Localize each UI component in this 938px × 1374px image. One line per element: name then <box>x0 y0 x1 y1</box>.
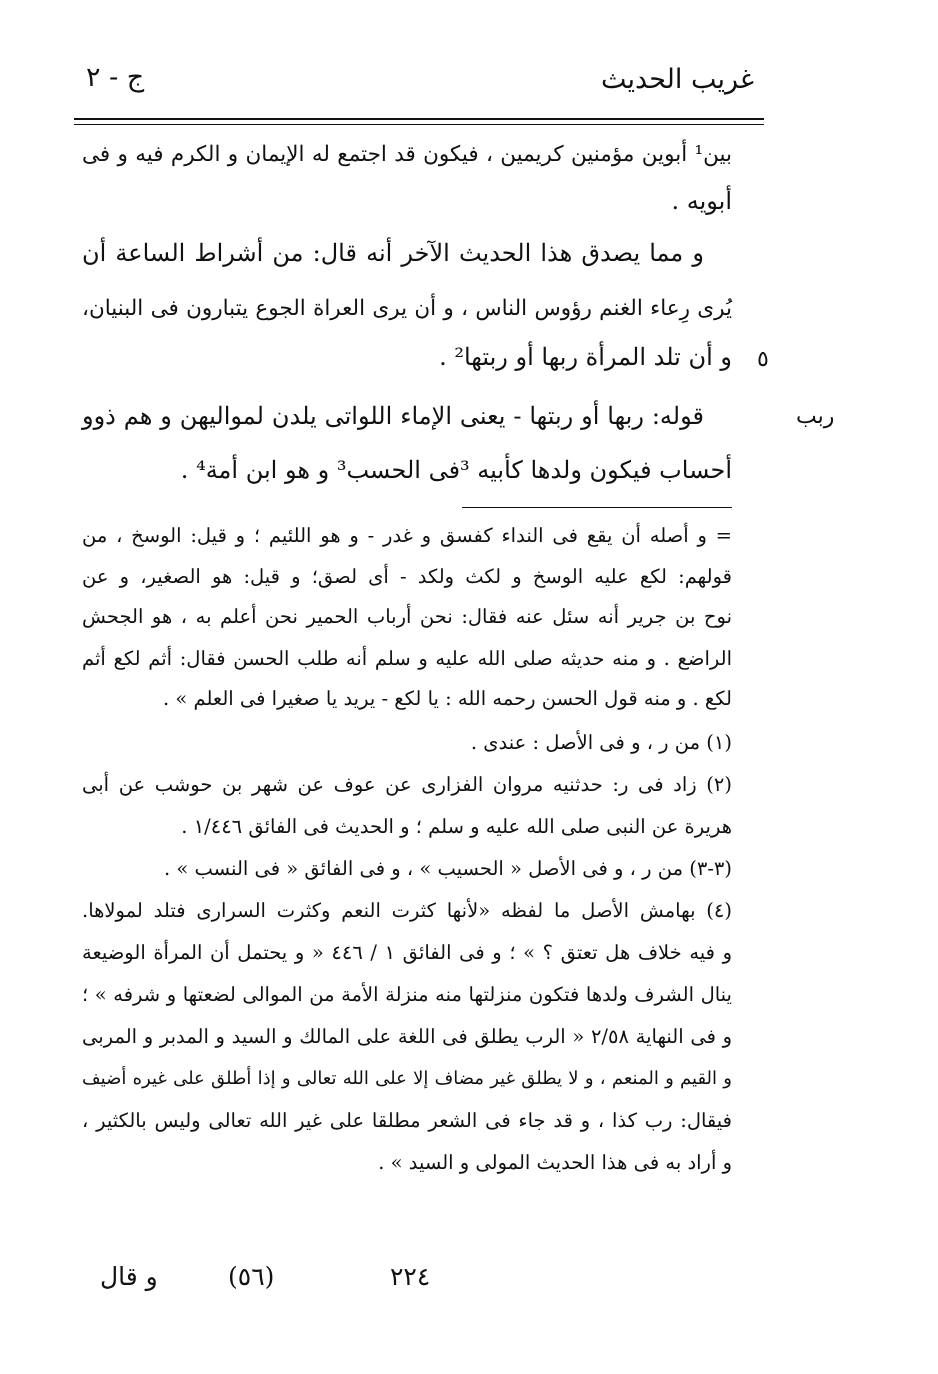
footnote-line: ينال الشرف ولدها فتكون منزلتها منه منزلة الأمة من الموالى لضعتها و شرفه » ؛ <box>82 983 732 1006</box>
main-text-line: و أن تلد المرأة ربها أو ربتها² . <box>439 343 732 371</box>
running-header-volume: ج - ٢ <box>86 62 145 93</box>
main-text-line: أحساب فيكون ولدها كأبيه ³فى الحسب³ و هو ابن أمة⁴ . <box>180 456 732 484</box>
header-rule-thin <box>74 124 764 125</box>
catchword: و قال <box>100 1262 158 1291</box>
footnote-line: (١) من ر ، و فى الأصل : عندى . <box>470 731 732 754</box>
footnote-line: و القيم و المنعم ، و لا يطلق غير مضاف إلا على الله تعالى و إذا أطلق على غيره أضيف <box>82 1068 732 1089</box>
footnote-line: (٣-٣) من ر ، و فى الأصل « الحسيب » ، و فى الفائق « فى النسب » . <box>163 857 732 880</box>
signature-mark: (٥٦) <box>228 1262 275 1291</box>
footnote-line: (٢) زاد فى ر: حدثنيه مروان الفزارى عن عوف عن شهر بن حوشب عن أبى <box>82 773 732 796</box>
footnote-line: هريرة عن النبى صلى الله عليه و سلم ؛ و الحديث فى الفائق ١/٤٤٦ . <box>181 815 732 838</box>
main-text-line: بين¹ أبوين مؤمنين كريمين ، فيكون قد اجتمع له الإيمان و الكرم فيه و فى <box>82 142 732 167</box>
footnote-line: نوح بن جرير أنه سئل عنه فقال: نحن أرباب الحمير نحن أعلم به ، هو الجحش <box>82 605 732 628</box>
main-text-line: يُرى رِعاء الغنم رؤوس الناس ، و أن يرى العراة الجوع يتبارون فى البنيان، <box>82 296 732 321</box>
footnote-line: = و أصله أن يقع فى النداء كفسق و غدر - و هو اللئيم ؛ و قيل: الوسخ ، من <box>82 524 732 547</box>
main-text-line: و مما يصدق هذا الحديث الآخر أنه قال: من أشراط الساعة أن <box>82 239 704 267</box>
footnote-line: و أراد به فى هذا الحديث المولى و السيد » . <box>378 1151 732 1174</box>
footnote-line: فيقال: رب كذا ، و قد جاء فى الشعر مطلقا على غير الله تعالى وليس بالكثير ، <box>82 1109 732 1132</box>
header-rule-thick <box>74 118 764 120</box>
main-text-line: أبويه . <box>671 187 732 215</box>
running-header-title: غريب الحديث <box>601 64 754 95</box>
margin-line-number: ٥ <box>757 347 769 372</box>
margin-keyword: ربب <box>796 404 835 429</box>
main-text-line: قوله: ربها أو ربتها - يعنى الإماء اللواتى يلدن لمواليهن و هم ذوو <box>82 402 704 430</box>
footnote-line: و فيه خلاف هل تعتق ؟ » ؛ و فى الفائق ١ / ٤٤٦ « و يحتمل أن المرأة الوضيعة <box>82 941 733 964</box>
page-number: ٢٢٤ <box>390 1262 431 1291</box>
footnote-separator <box>462 507 732 508</box>
footnote-line: قولهم: لكع عليه الوسخ و لكث ولكد - أى لصق؛ و قيل: هو الصغير، و عن <box>82 565 732 588</box>
footnote-line: لكع . و منه قول الحسن رحمه الله : يا لكع - يريد يا صغيرا فى العلم » . <box>162 687 732 710</box>
footnote-line: (٤) بهامش الأصل ما لفظه «لأنها كثرت النعم وكثرت السرارى فتلد لمولاها. <box>82 899 732 922</box>
footnote-line: و فى النهاية ٢/٥٨ « الرب يطلق فى اللغة على المالك و السيد و المدبر و المربى <box>82 1025 732 1048</box>
footnote-line: الراضع . و منه حديثه صلى الله عليه و سلم أنه طلب الحسن فقال: أثم لكع أثم <box>82 647 732 670</box>
